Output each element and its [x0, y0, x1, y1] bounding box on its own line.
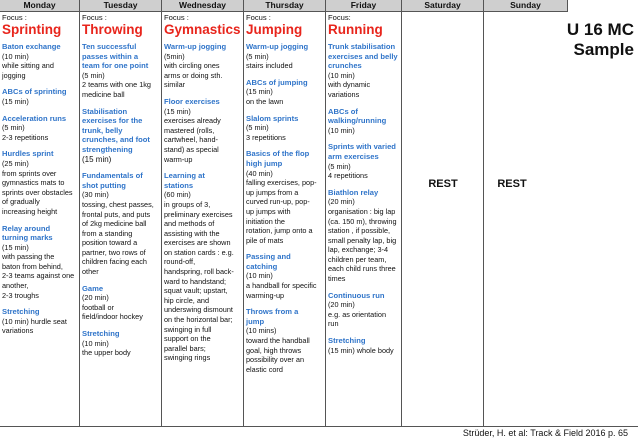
- exercise-detail: up jumps from a: [246, 187, 299, 197]
- exercise-detail: (15 min) whole body: [328, 345, 394, 355]
- exercise-title: turning marks: [2, 233, 53, 243]
- sport-title: Throwing: [82, 22, 143, 37]
- exercise-detail: (10 min) hurdle seat: [2, 316, 67, 326]
- day-header-sunday: Sunday: [484, 0, 568, 12]
- sport-title: Running: [328, 22, 383, 37]
- exercise-block: [328, 142, 399, 180]
- exercise-detail: initiation the: [246, 216, 285, 226]
- exercise-detail: squat vault; upstart,: [164, 286, 228, 296]
- exercise-detail: e.g. as orientation: [328, 309, 387, 319]
- exercise-detail: variations: [2, 326, 34, 336]
- exercise-block: [82, 42, 159, 100]
- exercise-detail: arms or doing sth.: [164, 70, 223, 80]
- exercise-title: ABCs of jumping: [246, 77, 308, 87]
- exercise-detail: hip circle, and: [164, 295, 210, 305]
- day-column-sunday: [484, 12, 568, 427]
- rest-label-sunday: REST: [497, 178, 527, 190]
- exercise-block: [82, 329, 159, 358]
- exercise-block: [328, 42, 399, 100]
- sample-title-line-1: U 16 MC: [566, 20, 634, 39]
- exercise-detail: (5 min): [246, 123, 269, 133]
- exercise-block: [2, 87, 77, 106]
- exercise-detail: each child runs three: [328, 264, 396, 274]
- exercise-detail: a handball for specific: [246, 281, 317, 291]
- exercise-block: [328, 336, 399, 355]
- exercise-detail: elastic cord: [246, 364, 283, 374]
- exercise-title: arm exercises: [328, 151, 379, 161]
- exercise-detail: 2-3 troughs: [2, 290, 39, 300]
- exercise-title: Acceleration runs: [2, 113, 67, 123]
- exercise-block: [246, 114, 323, 143]
- exercise-detail: in groups of 3,: [164, 199, 211, 209]
- exercise-block: [164, 97, 241, 164]
- exercise-block: [164, 42, 241, 90]
- exercise-detail: (20 min): [82, 293, 109, 303]
- day-header-monday: Monday: [0, 0, 80, 12]
- exercise-title: Learning at: [164, 171, 205, 181]
- exercise-title: Stabilisation: [82, 106, 128, 116]
- exercise-title: Game: [82, 283, 104, 293]
- exercise-block: [328, 107, 399, 136]
- exercise-title: Relay around: [2, 223, 51, 233]
- exercise-title: shot putting: [82, 180, 126, 190]
- exercise-detail: other: [82, 267, 99, 277]
- exercise-detail: swinging rings: [164, 353, 211, 363]
- exercise-detail: exercises are shown: [164, 238, 231, 248]
- exercise-detail: rotation, jump onto a: [246, 226, 313, 236]
- exercise-detail: and methods of: [164, 219, 215, 229]
- exercise-block: [82, 171, 159, 277]
- exercise-detail: football or: [82, 302, 115, 312]
- exercise-detail: from sprints over: [2, 168, 57, 178]
- exercise-block: [2, 42, 77, 80]
- focus-label: Focus :: [2, 13, 27, 22]
- exercise-detail: with dynamic: [328, 80, 371, 90]
- exercise-block: [246, 149, 323, 245]
- exercise-detail: 4 repetitions: [328, 171, 368, 181]
- exercise-detail: (10 min): [82, 338, 109, 348]
- exercise-title: Stretching: [2, 307, 40, 317]
- exercise-detail: support on the: [164, 334, 211, 344]
- exercise-detail: toward the handball: [246, 336, 310, 346]
- exercise-title: Slalom sprints: [246, 113, 299, 123]
- exercise-detail: preliminary exercises: [164, 209, 233, 219]
- exercise-title: walking/running: [328, 116, 387, 126]
- exercise-detail: (40 min): [246, 168, 273, 178]
- exercise-title: Stretching: [82, 329, 120, 339]
- exercise-detail: (20 min): [328, 197, 355, 207]
- exercise-detail: curved run-up, pop-: [246, 197, 310, 207]
- exercise-detail: times: [328, 274, 346, 284]
- exercise-detail: (ca. 150 m), throwing: [328, 216, 397, 226]
- exercise-detail: variations: [328, 89, 360, 99]
- exercise-title: trunk, belly: [82, 125, 123, 135]
- exercise-detail: cartwheel, hand-: [164, 135, 218, 145]
- exercise-title: exercises and belly: [328, 51, 398, 61]
- exercise-title: Passing and: [246, 252, 291, 262]
- exercise-detail: (15 min): [2, 96, 29, 106]
- exercise-title: Sprints with varied: [328, 142, 396, 152]
- focus-label: Focus :: [164, 13, 189, 22]
- exercise-title: Warm-up jogging: [246, 42, 309, 51]
- exercise-detail: the upper body: [82, 348, 131, 358]
- exercise-title: team for one point: [82, 61, 149, 71]
- exercise-block: [246, 307, 323, 374]
- exercise-detail: with circling ones: [164, 61, 220, 71]
- exercise-detail: falling exercises, pop-: [246, 178, 317, 188]
- exercise-detail: mastered (rolls,: [164, 125, 215, 135]
- exercise-detail: sprints over obstacles: [2, 187, 73, 197]
- exercise-detail: run: [328, 319, 339, 329]
- exercise-title: Hurdles sprint: [2, 149, 54, 159]
- exercise-detail: similar: [164, 80, 186, 90]
- exercise-detail: on the lawn: [246, 96, 284, 106]
- exercise-detail: frontal puts, and puts: [82, 209, 151, 219]
- exercise-title: ABCs of: [328, 106, 358, 116]
- exercise-detail: (15 min): [82, 154, 112, 164]
- exercise-detail: with passing the: [2, 252, 55, 262]
- exercise-detail: (15 min): [2, 242, 29, 252]
- exercise-detail: (25 min): [2, 158, 29, 168]
- exercise-detail: (10 min): [328, 125, 355, 135]
- focus-label: Focus:: [328, 13, 351, 22]
- exercise-detail: from a standing: [82, 228, 133, 238]
- exercise-detail: (5 min): [246, 51, 269, 61]
- exercise-detail: tossing, chest passes,: [82, 199, 154, 209]
- exercise-title: jump: [246, 316, 265, 326]
- exercise-detail: (20 min): [328, 300, 355, 310]
- exercise-title: passes within a: [82, 51, 139, 61]
- exercise-detail: exercises already: [164, 116, 221, 126]
- exercise-title: Warm-up jogging: [164, 42, 227, 51]
- rest-label-saturday: REST: [428, 178, 458, 190]
- exercise-title: Ten successful: [82, 42, 137, 51]
- exercise-detail: goal, high throws: [246, 345, 302, 355]
- citation: Strüder, H. et al: Track & Field 2016 p. 65: [462, 428, 628, 438]
- sample-title: [567, 20, 634, 60]
- exercise-detail: 3 repetitions: [246, 132, 286, 142]
- exercise-title: high jump: [246, 158, 283, 168]
- exercise-block: [246, 252, 323, 300]
- day-column-wednesday: [162, 12, 244, 427]
- exercise-title: Basics of the flop: [246, 149, 310, 159]
- exercise-detail: warm-up: [164, 154, 193, 164]
- exercise-title: Stretching: [328, 336, 366, 346]
- exercise-title: Floor exercises: [164, 96, 220, 106]
- exercise-detail: organisation : big lap: [328, 206, 396, 216]
- focus-label: Focus :: [246, 13, 271, 22]
- day-column-monday: [0, 12, 80, 427]
- exercise-detail: (60 min): [164, 190, 191, 200]
- day-header-thursday: Thursday: [244, 0, 326, 12]
- exercise-block: [246, 42, 323, 71]
- exercise-block: [2, 114, 77, 143]
- exercise-detail: children facing each: [82, 257, 147, 267]
- exercise-title: stations: [164, 180, 194, 190]
- exercise-detail: round-off,: [164, 257, 196, 267]
- exercise-detail: handspring, roll back-: [164, 267, 234, 277]
- exercise-title: Biathlon relay: [328, 187, 379, 197]
- exercise-detail: medicine ball: [82, 89, 125, 99]
- exercise-title: Fundamentals of: [82, 171, 143, 181]
- sport-title: Sprinting: [2, 22, 62, 37]
- exercise-block: [328, 188, 399, 284]
- exercise-detail: gymnastics mats to: [2, 178, 65, 188]
- exercise-detail: increasing height: [2, 206, 58, 216]
- exercise-block: [328, 291, 399, 329]
- exercise-detail: children per team,: [328, 254, 387, 264]
- exercise-title: crunches: [328, 61, 362, 71]
- exercise-block: [2, 224, 77, 301]
- day-header-friday: Friday: [326, 0, 402, 12]
- exercise-title: catching: [246, 261, 278, 271]
- exercise-detail: (30 min): [82, 190, 109, 200]
- sample-title-line-2: Sample: [573, 40, 634, 59]
- exercise-detail: (15 min): [164, 106, 191, 116]
- sport-title: Gymnastics: [164, 22, 241, 37]
- day-header-saturday: Saturday: [402, 0, 484, 12]
- day-column-thursday: [244, 12, 326, 427]
- exercise-block: [2, 307, 77, 336]
- exercise-detail: (5 min): [328, 161, 351, 171]
- exercise-detail: partner, two rows of: [82, 247, 146, 257]
- exercise-title: Baton exchange: [2, 42, 61, 51]
- exercise-detail: baton from behind,: [2, 261, 63, 271]
- exercise-detail: position toward a: [82, 238, 138, 248]
- exercise-detail: parallel bars;: [164, 343, 206, 353]
- exercise-detail: 2-3 teams against one: [2, 271, 75, 281]
- exercise-detail: underswing dismount: [164, 305, 233, 315]
- exercise-detail: station , if possible,: [328, 226, 391, 236]
- exercise-detail: field/indoor hockey: [82, 312, 143, 322]
- exercise-title: crunches, and foot: [82, 135, 150, 145]
- exercise-detail: assisting with the: [164, 228, 220, 238]
- exercise-detail: possibility over an: [246, 355, 304, 365]
- day-column-friday: [326, 12, 402, 427]
- exercise-detail: of gradually: [2, 197, 40, 207]
- exercise-detail: (10 min): [246, 271, 273, 281]
- exercise-detail: pile of mats: [246, 235, 284, 245]
- exercise-detail: while sitting and: [2, 61, 54, 71]
- exercise-block: [164, 171, 241, 363]
- exercise-detail: jogging: [2, 70, 26, 80]
- exercise-detail: (5 min): [82, 70, 105, 80]
- exercise-detail: 2 teams with one 1kg: [82, 80, 151, 90]
- exercise-detail: on the horizontal bar;: [164, 315, 233, 325]
- exercise-title: Trunk stabilisation: [328, 42, 396, 51]
- day-header-tuesday: Tuesday: [80, 0, 162, 12]
- sport-title: Jumping: [246, 22, 303, 37]
- exercise-detail: 2-3 repetitions: [2, 132, 49, 142]
- exercise-detail: (10 mins): [246, 326, 277, 336]
- exercise-title: ABCs of sprinting: [2, 87, 67, 97]
- exercise-detail: (10 min): [2, 51, 29, 61]
- exercise-title: Throws from a: [246, 307, 299, 317]
- focus-label: Focus :: [82, 13, 107, 22]
- exercise-detail: stairs included: [246, 61, 293, 71]
- exercise-detail: (15 min): [246, 87, 273, 97]
- exercise-detail: stand) as special: [164, 144, 219, 154]
- exercise-title: Continuous run: [328, 290, 385, 300]
- exercise-title: strengthening: [82, 144, 133, 154]
- exercise-detail: small penalty lap, big: [328, 235, 397, 245]
- exercise-detail: lap, exchange; 3-4: [328, 245, 389, 255]
- exercise-block: [82, 284, 159, 322]
- exercise-detail: on station cards : e.g.: [164, 247, 234, 257]
- exercise-detail: (10 min): [328, 70, 355, 80]
- exercise-detail: (5 min): [2, 123, 25, 133]
- exercise-detail: warming-up: [246, 290, 285, 300]
- exercise-title: exercises for the: [82, 116, 143, 126]
- exercise-detail: swinging in full: [164, 324, 212, 334]
- exercise-detail: (5min): [164, 51, 185, 61]
- exercise-detail: ward to handstand;: [164, 276, 227, 286]
- day-header-wednesday: Wednesday: [162, 0, 244, 12]
- day-column-saturday: [402, 12, 484, 427]
- exercise-detail: up jumps with: [246, 206, 291, 216]
- exercise-block: [82, 107, 159, 165]
- exercise-block: [246, 78, 323, 107]
- exercise-detail: another,: [2, 281, 29, 291]
- day-column-tuesday: [80, 12, 162, 427]
- exercise-block: [2, 149, 77, 216]
- exercise-detail: of 2kg medicine ball: [82, 219, 147, 229]
